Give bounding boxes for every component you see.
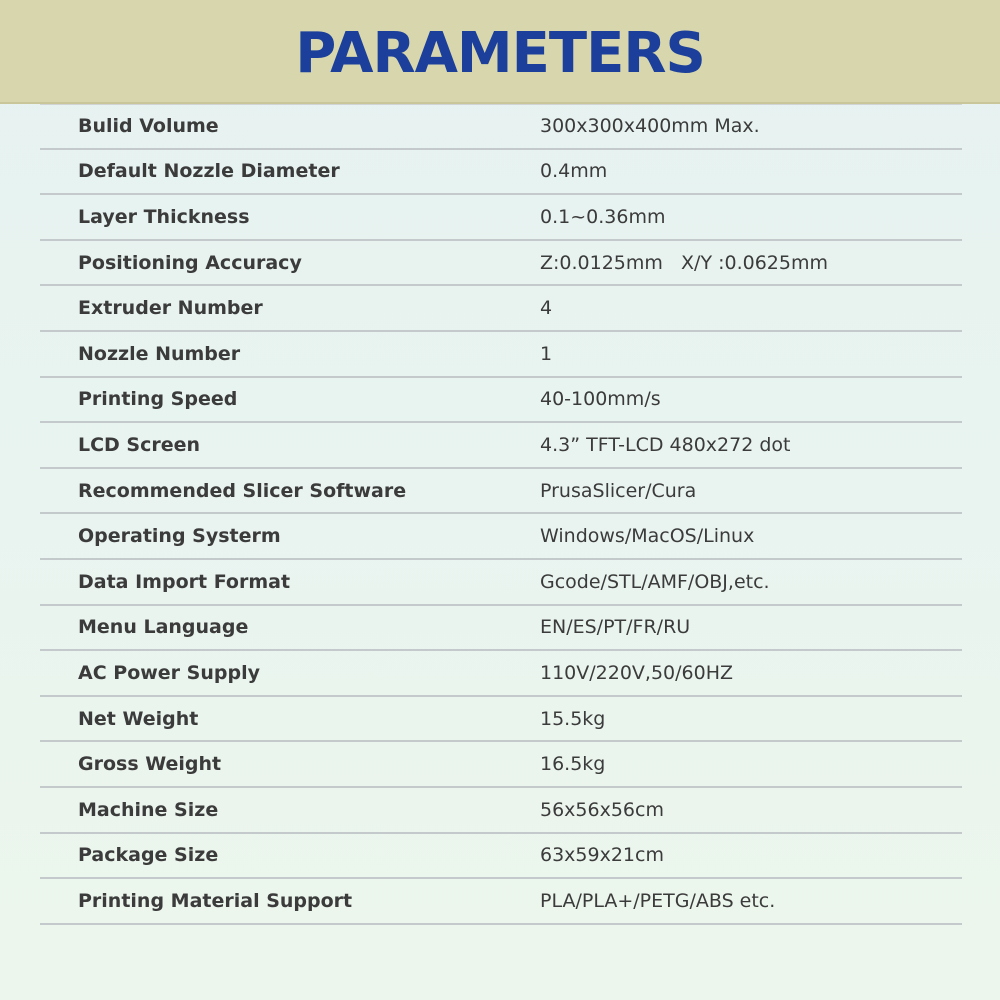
row-label: Nozzle Number [78, 342, 241, 365]
row-value: 0.1~0.36mm [540, 205, 666, 228]
table-row [40, 423, 962, 469]
table-row [40, 241, 962, 287]
row-label: Printing Speed [78, 388, 238, 411]
row-label: Printing Material Support [78, 889, 353, 912]
table-row [40, 788, 962, 834]
row-value: 300x300x400mm Max. [540, 115, 760, 138]
table-row [40, 514, 962, 560]
table-row [40, 606, 962, 652]
table-row [40, 742, 962, 788]
row-value: 110V/220V,50/60HZ [540, 661, 734, 684]
row-label: Machine Size [78, 798, 219, 821]
row-value: 63x59x21cm [540, 844, 664, 867]
table-row [40, 469, 962, 515]
row-label: Extruder Number [78, 297, 263, 320]
row-value: Windows/MacOS/Linux [540, 525, 755, 548]
table-row [40, 834, 962, 880]
row-label: Package Size [78, 844, 219, 867]
row-value: PrusaSlicer/Cura [540, 479, 697, 502]
row-value: EN/ES/PT/FR/RU [540, 616, 691, 639]
parameters-table [40, 104, 962, 925]
row-label: Gross Weight [78, 753, 222, 776]
table-row [40, 697, 962, 743]
table-row [40, 879, 962, 925]
table-row [40, 560, 962, 606]
row-label: AC Power Supply [78, 661, 260, 684]
row-value: 0.4mm [540, 160, 608, 183]
row-value: 15.5kg [540, 707, 606, 730]
row-value: PLA/PLA+/PETG/ABS etc. [540, 889, 776, 912]
row-value: Z:0.0125mm X/Y :0.0625mm [540, 251, 828, 274]
row-value: 4 [540, 297, 553, 320]
row-label: Data Import Format [78, 570, 291, 593]
table-row [40, 332, 962, 378]
row-label: Default Nozzle Diameter [78, 160, 340, 183]
row-label: Menu Language [78, 616, 249, 639]
table-row [40, 195, 962, 241]
table-row [40, 104, 962, 150]
row-value: 4.3” TFT-LCD 480x272 dot [540, 433, 791, 456]
table-row [40, 150, 962, 196]
row-label: Positioning Accuracy [78, 251, 302, 274]
row-value: 1 [540, 342, 553, 365]
table-row [40, 651, 962, 697]
row-label: LCD Screen [78, 433, 201, 456]
row-label: Recommended Slicer Software [78, 479, 407, 502]
row-value: 56x56x56cm [540, 798, 664, 821]
row-label: Operating Systerm [78, 525, 281, 548]
table-row [40, 286, 962, 332]
row-value: 16.5kg [540, 753, 606, 776]
row-label: Layer Thickness [78, 205, 250, 228]
table-row [40, 378, 962, 424]
row-value: Gcode/STL/AMF/OBJ,etc. [540, 570, 770, 593]
row-label: Net Weight [78, 707, 199, 730]
row-label: Bulid Volume [78, 115, 219, 138]
row-value: 40-100mm/s [540, 388, 661, 411]
page-title: PARAMETERS [295, 21, 705, 86]
